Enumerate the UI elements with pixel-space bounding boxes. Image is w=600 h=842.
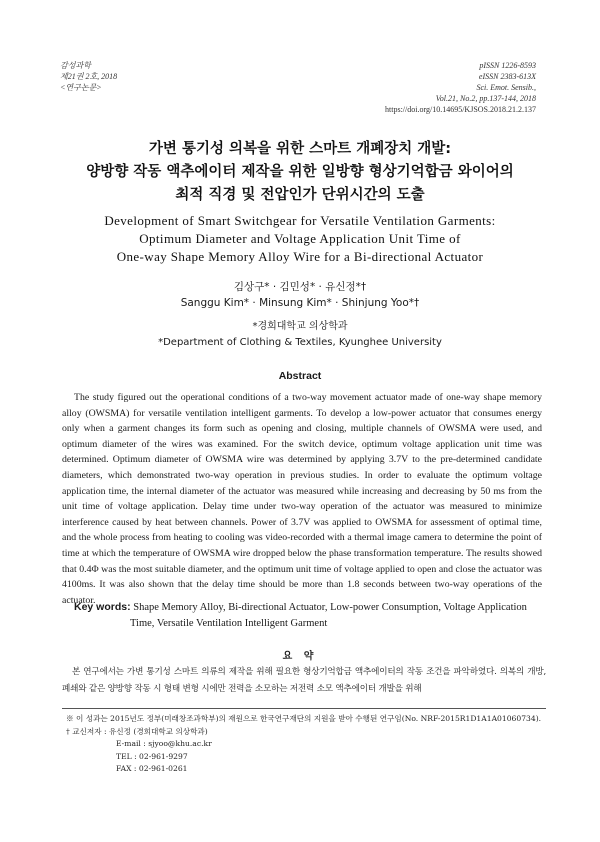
pissn: pISSN 1226-8593 [479,61,536,70]
journal-name: 감성과학 [60,61,91,70]
title-english-line: Optimum Diameter and Voltage Application Unit Time of [139,231,461,246]
korean-abstract-body: 본 연구에서는 가변 통기성 스마트 의류의 제작을 위해 필요한 형상기억합금 액추에이터의 작동 조건을 파악하였다. 의복의 개방, 폐쇄와 같은 양방향 작동 시 형태 변형 시에만 전력을 소모하는 저전력 소모 액추에이터 개발을 위해 [62,667,546,694]
keywords [74,599,544,632]
title-korean-line: 최적 직경 및 전압인가 단위시간의 도출 [175,187,425,203]
funding-note: ※ 이 성과는 2015년도 정부(미래창조과학부)의 재원으로 한국연구재단의 지원을 받아 수행된 연구임(No. NRF-2015R1D1A1A01060734). [66,714,542,723]
journal-volume: 제21권 2호, 2018 [60,72,118,81]
korean-abstract-heading: 요 약 [282,651,318,662]
article-type: <연구논문> [60,83,102,92]
abstract-body: The study figured out the operational conditions of a two-way movement actuator made of one-way shape memory alloy (OWSMA) for versatile ventilation intelligent garments. To develop a low-power actuator that consumes energy only when a garment changes its form such as opening and closing, multiple channels of OWSMA were used, and optimum diameter of the wires was examined. For the switch device, optimum voltage application unit time was determined. Optimum diameter of OWSMA wire was determined by applying 3.7V to the pre-determined candidate diameters, which demonstrated two-way operation in previous studies. In order to evaluate the optimum voltage application time, the internal diameter of the actuator was measured while increasing and decreasing by 50 ms from the unit time of voltage application. Delay time under two-way operation of the actuator was measured to minimize interference caused by heat between channels. Power of 3.7V was applied to OWSMA for assessment of optimal time, and the whole process from heating to cooling was video-recorded with a thermal image camera to determine the point of time at which the temperature of OWSMA wire dropped below the phase transformation temperature. The results showed that 0.4Φ was the most suitable diameter, and the optimum unit time of voltage applied to open and close the actuator was 4100ms. It was also shown that the delay time should be more than 1.8 seconds between two-way operations of the actuator. [62,392,542,606]
title-korean [40,138,560,207]
footnotes [66,713,546,776]
journal-abbreviation: Sci. Emot. Sensib., [476,83,536,92]
eissn: eISSN 2383-613X [478,72,536,81]
email: E-mail : sjyoo@khu.ac.kr [116,739,212,748]
volume-pages: Vol.21, No.2, pp.137-144, 2018 [435,94,536,103]
authors-english: Sanggu Kim* · Minsung Kim* · Shinjung Yoo*† [180,297,420,309]
affiliation-korean: *경희대학교 의상학과 [252,321,348,332]
footnote-divider [62,708,546,709]
title-english-line: One-way Shape Memory Alloy Wire for a Bi-directional Actuator [116,249,484,264]
keywords-line2: Time, Versatile Ventilation Intelligent Garment [130,618,328,629]
keywords-line1: Shape Memory Alloy, Bi-directional Actuator, Low-power Consumption, Voltage Application [133,602,527,613]
fax: FAX : 02-961-0261 [116,764,188,773]
doi-link[interactable]: https://doi.org/10.14695/KJSOS.2018.21.2.137 [385,105,536,114]
telephone: TEL : 02-961-9297 [116,751,188,761]
affiliation-english: *Department of Clothing & Textiles, Kyunghee University [158,337,442,348]
title-korean-line: 가변 통기성 의복을 위한 스마트 개폐장치 개발: [148,141,452,157]
journal-header-left [60,60,117,93]
abstract-heading: Abstract [278,370,322,382]
title-english-line: Development of Smart Switchgear for Versatile Ventilation Garments: [104,213,496,228]
keywords-label: Key words: [74,601,131,613]
authors [40,279,560,311]
corresponding-author: † 교신저자 : 유신정 (경희대학교 의상학과) [66,726,208,736]
title-english [40,212,560,266]
affiliation [40,319,560,351]
title-korean-line: 양방향 작동 액추에이터 제작을 위한 일방향 형상기억합금 와이어의 [86,164,514,180]
journal-header-right [385,60,536,115]
authors-korean: 김상구* · 김민성* · 유신정*† [233,281,367,293]
